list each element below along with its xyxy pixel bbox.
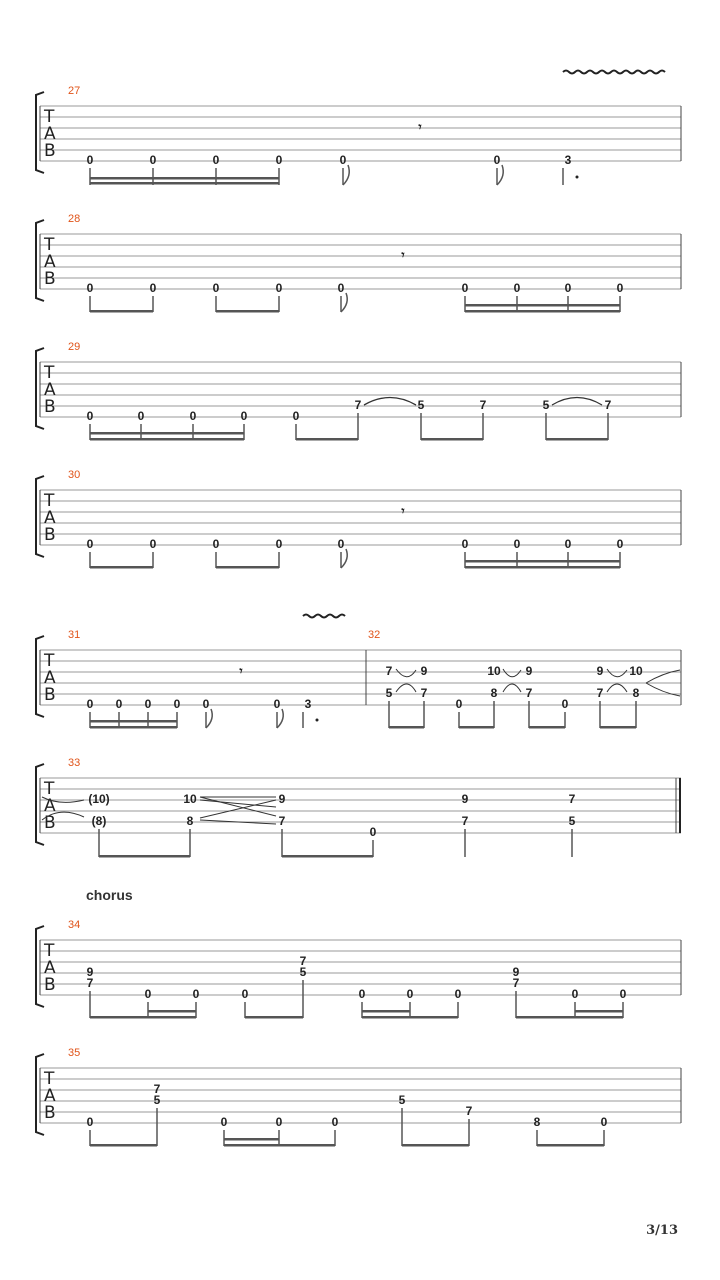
fret-number: 0: [513, 281, 521, 295]
tab-clef-b: B: [44, 813, 56, 833]
tab-clef-t: T: [44, 107, 55, 127]
tab-clef-a: A: [44, 252, 56, 272]
slur: [552, 398, 602, 406]
fret-number: 5: [299, 965, 307, 979]
beam: [216, 566, 279, 569]
beam: [90, 1016, 196, 1019]
fret-number: 0: [331, 1115, 339, 1129]
tab-clef-b: B: [44, 685, 56, 705]
beam: [216, 310, 279, 313]
flag: [341, 549, 347, 568]
fret-number: 7: [568, 792, 576, 806]
fret-number: (8): [91, 814, 107, 828]
fret-number: 5: [385, 686, 393, 700]
fret-number: 0: [337, 281, 345, 295]
fret-number: 9: [512, 965, 520, 979]
fret-number: 10: [487, 664, 501, 678]
staff-lines: [40, 1068, 681, 1123]
beam: [600, 726, 636, 729]
section-label: chorus: [86, 887, 133, 903]
beam: [148, 1010, 196, 1013]
fret-number: 0: [275, 537, 283, 551]
staff-lines: [40, 490, 681, 545]
tab-clef-b: B: [44, 141, 56, 161]
tab-clef-a: A: [44, 958, 56, 978]
fret-number: 0: [240, 409, 248, 423]
fret-number: 0: [275, 153, 283, 167]
fret-number: 7: [461, 814, 469, 828]
slur: [364, 398, 416, 406]
fret-number: 0: [212, 537, 220, 551]
system-measure-27: [36, 71, 681, 186]
fret-number: 0: [149, 153, 157, 167]
fret-number: 0: [137, 409, 145, 423]
beam: [465, 310, 620, 313]
fret-number: 0: [144, 697, 152, 711]
beam: [465, 566, 620, 569]
measure-number: 28: [68, 213, 81, 225]
beam: [529, 726, 565, 729]
fret-number: 0: [493, 153, 501, 167]
fret-number: 0: [616, 537, 624, 551]
tab-clef-a: A: [44, 1086, 56, 1106]
beam: [389, 726, 424, 729]
fret-number: 0: [600, 1115, 608, 1129]
fret-number: 10: [183, 792, 197, 806]
fret-number: 8: [490, 686, 498, 700]
fret-number: 0: [189, 409, 197, 423]
fret-number: 7: [604, 398, 612, 412]
flag: [497, 165, 503, 185]
tab-clef-t: T: [44, 491, 55, 511]
fret-number: 0: [513, 537, 521, 551]
beam: [90, 177, 279, 180]
fret-number: 0: [561, 697, 569, 711]
rhythm-stems: [90, 1108, 604, 1146]
dot: [576, 176, 579, 179]
beam: [90, 726, 177, 729]
fret-number: 5: [542, 398, 550, 412]
fret-number: 0: [115, 697, 123, 711]
fret-number: 7: [512, 976, 520, 990]
measure-number: 27: [68, 85, 81, 97]
fret-number: 0: [571, 987, 579, 1001]
fret-number: 0: [616, 281, 624, 295]
fret-number: 0: [86, 409, 94, 423]
fret-number: 9: [420, 664, 428, 678]
eighth-rest-icon: 𝄾: [418, 120, 422, 134]
beam: [459, 726, 494, 729]
beam: [90, 720, 177, 723]
fret-number: 0: [337, 537, 345, 551]
fret-number: 7: [278, 814, 286, 828]
fret-number: 0: [212, 153, 220, 167]
measure-number: 29: [68, 341, 81, 353]
fret-number: 0: [273, 697, 281, 711]
fret-number: 3: [564, 153, 572, 167]
tab-clef-t: T: [44, 779, 55, 799]
tab-clef-a: A: [44, 380, 56, 400]
fret-number: 0: [241, 987, 249, 1001]
fret-number: 7: [525, 686, 533, 700]
fret-number: 7: [465, 1104, 473, 1118]
tab-clef-b: B: [44, 269, 56, 289]
fret-number: 0: [339, 153, 347, 167]
fret-number: 0: [220, 1115, 228, 1129]
fret-number: 7: [299, 954, 307, 968]
fret-number: 7: [420, 686, 428, 700]
beam: [362, 1010, 410, 1013]
measure-number: 33: [68, 757, 81, 769]
beam: [421, 438, 483, 441]
fret-number: 0: [275, 281, 283, 295]
system-measure-33: [36, 757, 681, 858]
fret-number: 0: [461, 281, 469, 295]
tab-clef-b: B: [44, 975, 56, 995]
system-measure-35: [36, 1047, 681, 1147]
fret-number: 5: [153, 1093, 161, 1107]
vibrato-mark: [563, 71, 665, 74]
beam: [90, 566, 153, 569]
fret-number: 0: [564, 537, 572, 551]
fret-number: 0: [86, 1115, 94, 1129]
fret-number: 0: [86, 153, 94, 167]
beam: [465, 560, 620, 563]
system-measures-31-32: [36, 615, 681, 729]
beam: [362, 1016, 458, 1019]
fret-number: 8: [186, 814, 194, 828]
dot: [316, 719, 319, 722]
beam: [516, 1016, 623, 1019]
fret-number: (10): [88, 792, 110, 806]
fret-number: 9: [86, 965, 94, 979]
fret-number: 0: [455, 697, 463, 711]
beam: [90, 182, 279, 185]
fret-number: 5: [568, 814, 576, 828]
tab-clef-b: B: [44, 1103, 56, 1123]
fret-number: 9: [596, 664, 604, 678]
beam: [245, 1016, 303, 1019]
beam: [537, 1144, 604, 1147]
fret-number: 8: [533, 1115, 541, 1129]
fret-number: 0: [173, 697, 181, 711]
fret-number: 0: [86, 537, 94, 551]
fret-number: 0: [202, 697, 210, 711]
beam: [90, 432, 244, 435]
tab-clef-t: T: [44, 1069, 55, 1089]
staff-lines: [40, 234, 681, 289]
tab-clef-b: B: [44, 525, 56, 545]
system-measure-29: [36, 341, 681, 441]
eighth-rest-icon: 𝄾: [239, 664, 243, 678]
tab-clef-a: A: [44, 668, 56, 688]
staff-lines: [40, 106, 681, 161]
beam: [224, 1144, 335, 1147]
fret-number: 0: [358, 987, 366, 1001]
fret-number: 5: [398, 1093, 406, 1107]
fret-number: 0: [192, 987, 200, 1001]
eighth-rest-icon: 𝄾: [401, 504, 405, 518]
flag: [277, 709, 283, 728]
beam: [575, 1010, 623, 1013]
measure-number: 30: [68, 469, 81, 481]
tab-clef-a: A: [44, 124, 56, 144]
staff-lines: [40, 650, 681, 705]
tab-clef-t: T: [44, 651, 55, 671]
measure-number: 32: [368, 629, 381, 641]
vibrato-mark: [303, 615, 345, 618]
measure-number: 35: [68, 1047, 81, 1059]
fret-number: 7: [153, 1082, 161, 1096]
system-measure-34: [36, 919, 681, 1019]
fret-number: 0: [454, 987, 462, 1001]
fret-number: 0: [149, 281, 157, 295]
fret-number: 7: [86, 976, 94, 990]
fret-number: 0: [149, 537, 157, 551]
fret-number: 0: [564, 281, 572, 295]
beam: [546, 438, 608, 441]
tab-clef-t: T: [44, 941, 55, 961]
beam: [465, 304, 620, 307]
fret-number: 10: [629, 664, 643, 678]
flag: [206, 709, 212, 728]
measure-number: 34: [68, 919, 81, 931]
tab-clef-t: T: [44, 363, 55, 383]
staff-lines: [40, 778, 681, 833]
fret-number: 0: [275, 1115, 283, 1129]
tab-clef-b: B: [44, 397, 56, 417]
fret-number: 0: [292, 409, 300, 423]
tab-clef-t: T: [44, 235, 55, 255]
beam: [90, 310, 153, 313]
beam: [402, 1144, 469, 1147]
fret-number: 7: [479, 398, 487, 412]
system-measure-30: [36, 469, 681, 569]
beam: [90, 438, 244, 441]
fret-number: 0: [86, 281, 94, 295]
system-measure-28: [36, 213, 681, 313]
flag: [341, 293, 347, 312]
measure-number: 31: [68, 629, 81, 641]
fret-number: 7: [354, 398, 362, 412]
beam: [282, 855, 373, 858]
fret-number: 0: [406, 987, 414, 1001]
fret-number: 0: [86, 697, 94, 711]
fret-number: 0: [619, 987, 627, 1001]
tab-clef-a: A: [44, 796, 56, 816]
fret-number: 9: [278, 792, 286, 806]
beam: [90, 1144, 157, 1147]
flag: [343, 165, 349, 185]
fret-number: 9: [525, 664, 533, 678]
fret-number: 7: [596, 686, 604, 700]
beam: [99, 855, 190, 858]
eighth-rest-icon: 𝄾: [401, 248, 405, 262]
tab-clef-a: A: [44, 508, 56, 528]
fret-number: 8: [632, 686, 640, 700]
beam: [296, 438, 358, 441]
fret-number: 0: [461, 537, 469, 551]
fret-number: 3: [304, 697, 312, 711]
fret-number: 0: [369, 825, 377, 839]
fret-number: 7: [385, 664, 393, 678]
fret-number: 9: [461, 792, 469, 806]
beam: [224, 1138, 279, 1141]
fret-number: 5: [417, 398, 425, 412]
fret-number: 0: [212, 281, 220, 295]
page-number: 3/13: [646, 1223, 678, 1238]
fret-number: 0: [144, 987, 152, 1001]
